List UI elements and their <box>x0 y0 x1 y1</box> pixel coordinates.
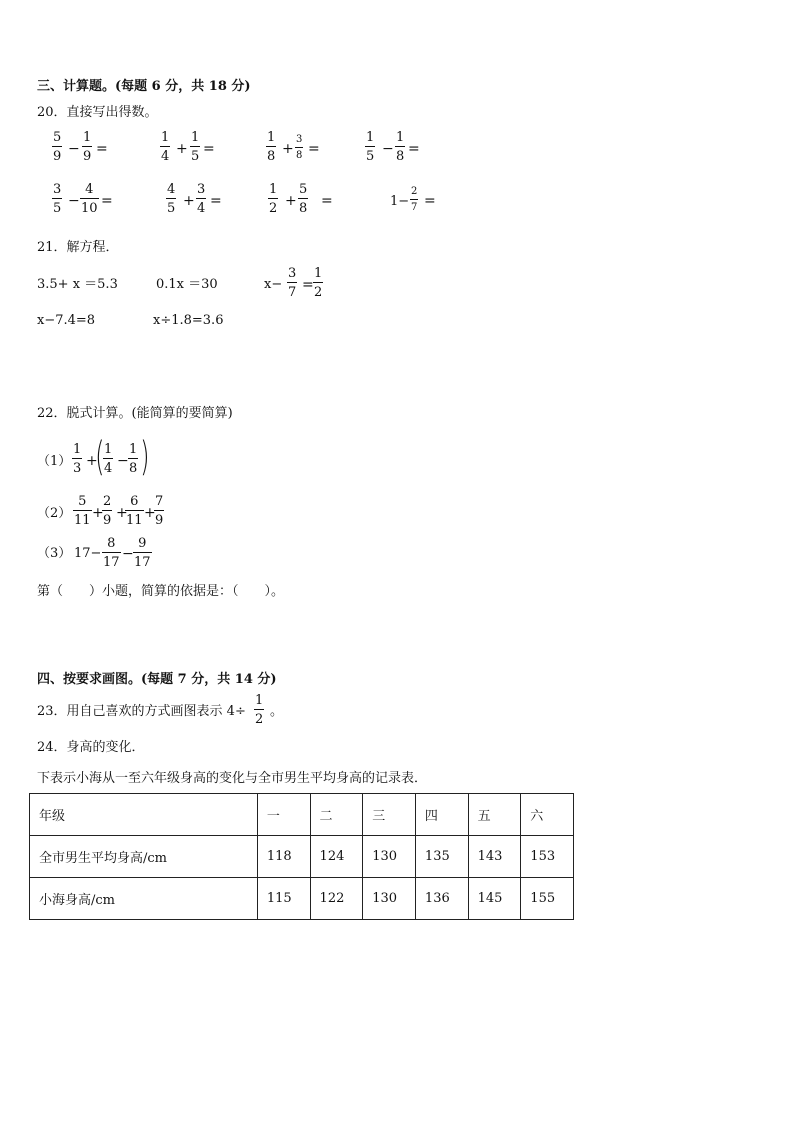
left-parenthesis: ( <box>95 434 105 480</box>
operator: − <box>68 141 80 157</box>
operator: + <box>92 505 104 521</box>
fraction: $\frac{5}{9}$ <box>53 130 62 164</box>
fraction: $\frac{9}{17}$ <box>134 536 151 570</box>
fraction: $\frac{1}{8}$ <box>129 442 138 476</box>
fraction: $\frac{1}{2}$ <box>269 182 278 216</box>
fraction: $\frac{5}{8}$ <box>299 182 308 216</box>
equals: = <box>408 141 420 157</box>
equation-2: 0.1x ＝30 <box>156 277 218 292</box>
fraction: $\frac{7}{9}$ <box>155 494 164 528</box>
fraction: $\frac{1}{8}$ <box>396 130 405 164</box>
table-cell: 118 <box>257 836 310 878</box>
fraction: $\frac{1}{5}$ <box>366 130 375 164</box>
table-header-cell: 二 <box>310 794 363 836</box>
fraction: $\frac{2}{9}$ <box>103 494 112 528</box>
right-parenthesis: ) <box>140 434 150 480</box>
q22-note: 第（ ）小题，简算的依据是：（ ）。 <box>37 584 285 599</box>
operator: + <box>176 141 188 157</box>
operator: + <box>285 193 297 209</box>
fraction: $\frac{2}{7}$ <box>411 186 418 213</box>
equation-4: x−7.4=8 <box>37 313 96 328</box>
equation-3-lead: x− <box>264 277 283 292</box>
table-header-cell: 一 <box>257 794 310 836</box>
table-cell: 115 <box>257 878 310 920</box>
table-row <box>30 878 574 920</box>
equals: = <box>302 277 314 293</box>
table-header-cell: 四 <box>415 794 468 836</box>
problem-3-label: （3） <box>37 546 72 561</box>
table-cell: 136 <box>415 878 468 920</box>
fraction: $\frac{1}{9}$ <box>83 130 92 164</box>
fraction: $\frac{1}{4}$ <box>104 442 113 476</box>
operator: − <box>382 141 394 157</box>
fraction: $\frac{1}{3}$ <box>73 442 82 476</box>
table-cell: 143 <box>468 836 521 878</box>
q23-text: 23．用自己喜欢的方式画图表示 4÷ <box>37 704 246 719</box>
fraction: $\frac{4}{10}$ <box>81 182 98 216</box>
equals: = <box>96 141 108 157</box>
operator: − <box>117 453 129 469</box>
operator: + <box>116 505 128 521</box>
table-header-cell: 五 <box>468 794 521 836</box>
operator: + <box>86 453 98 469</box>
table-cell: 122 <box>310 878 363 920</box>
table-cell: 小海身高/cm <box>30 878 258 920</box>
equation-5: x÷1.8=3.6 <box>153 313 224 328</box>
table-cell: 155 <box>521 878 574 920</box>
equals: = <box>101 193 113 209</box>
q23-tail: 。 <box>270 704 284 719</box>
table-cell: 145 <box>468 878 521 920</box>
table-cell: 全市男生平均身高/cm <box>30 836 258 878</box>
fraction: $\frac{4}{5}$ <box>167 182 176 216</box>
equals: = <box>321 193 333 209</box>
fraction: $\frac{1}{2}$ <box>255 693 264 727</box>
fraction: $\frac{1}{8}$ <box>267 130 276 164</box>
q20-title: 20．直接写出得数。 <box>37 105 158 120</box>
q24-title: 24．身高的变化． <box>37 740 145 755</box>
table-header-cell: 六 <box>521 794 574 836</box>
table-header-row <box>30 794 574 836</box>
section-3-title: 三、计算题。(每题 6 分，共 18 分) <box>37 79 251 94</box>
fraction: $\frac{3}{4}$ <box>197 182 206 216</box>
q22-title: 22．脱式计算。(能简算的要简算) <box>37 406 233 421</box>
operator: + <box>282 141 294 157</box>
height-table <box>29 793 574 920</box>
expression-lead: 1− <box>390 194 410 209</box>
fraction: $\frac{5}{11}$ <box>74 494 91 528</box>
fraction: $\frac{3}{8}$ <box>296 134 303 161</box>
problem-2-label: （2） <box>37 506 72 521</box>
table-row <box>30 836 574 878</box>
q21-title: 21．解方程． <box>37 240 119 255</box>
fraction: $\frac{6}{11}$ <box>126 494 143 528</box>
table-header-cell: 年级 <box>30 794 258 836</box>
table-cell: 153 <box>521 836 574 878</box>
problem-1-label: （1） <box>37 454 72 469</box>
equals: = <box>210 193 222 209</box>
table-cell: 130 <box>363 836 416 878</box>
operator: − <box>122 546 134 562</box>
section-4-title: 四、按要求画图。(每题 7 分，共 14 分) <box>37 672 277 687</box>
fraction: $\frac{1}{2}$ <box>314 266 323 300</box>
fraction: $\frac{8}{17}$ <box>103 536 120 570</box>
table-cell: 130 <box>363 878 416 920</box>
fraction: $\frac{3}{7}$ <box>288 266 297 300</box>
equals: = <box>424 193 436 209</box>
table-cell: 124 <box>310 836 363 878</box>
operator: + <box>183 193 195 209</box>
operator: + <box>144 505 156 521</box>
equation-1: 3.5+ x ＝5.3 <box>37 277 118 292</box>
problem-3-lead: 17− <box>74 546 102 561</box>
fraction: $\frac{1}{5}$ <box>191 130 200 164</box>
q24-description: 下表示小海从一至六年级身高的变化与全市男生平均身高的记录表． <box>37 771 428 786</box>
table-cell: 135 <box>415 836 468 878</box>
fraction: $\frac{3}{5}$ <box>53 182 62 216</box>
equals: = <box>308 141 320 157</box>
operator: − <box>68 193 80 209</box>
equals: = <box>203 141 215 157</box>
fraction: $\frac{1}{4}$ <box>161 130 170 164</box>
table-header-cell: 三 <box>363 794 416 836</box>
